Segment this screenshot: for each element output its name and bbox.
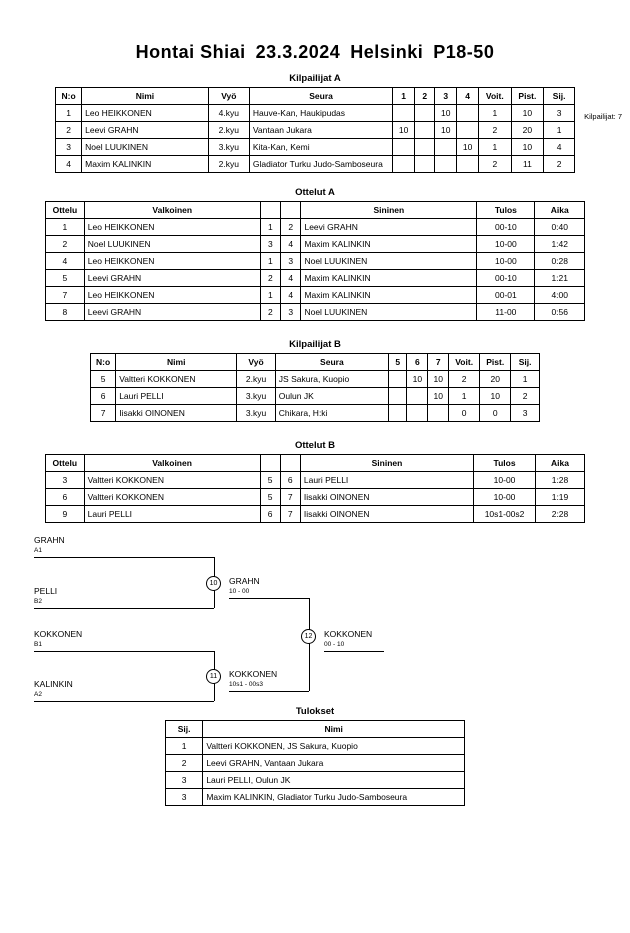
cell-no: 4 [56,156,82,173]
bracket-final-score: 00 - 10 [324,641,345,648]
cell-m5 [388,371,407,388]
results-table-wrap [0,720,630,806]
cell-valkoinen: Noel LUUKINEN [84,236,260,253]
cell-tulos: 10s1-00s2 [474,506,536,523]
section-heading-kilpailijat-b: Kilpailijat B [289,339,341,350]
cell-m4 [457,122,479,139]
cell-valkoinen: Leo HEIKKONEN [84,287,260,304]
cell-sij: 2 [166,755,203,772]
col-pist: Pist. [511,88,544,105]
cell-sininen: Iisakki OINONEN [300,506,473,523]
table-row [56,122,575,139]
col-seura: Seura [249,88,392,105]
col-white-no [260,202,280,219]
cell-aika: 1:42 [535,236,585,253]
bracket-line [229,691,309,692]
cell-sij: 3 [511,405,540,422]
cell-vyo: 2.kyu [208,156,249,173]
cell-aika: 0:56 [535,304,585,321]
cell-valkoinen: Leo HEIKKONEN [84,253,260,270]
cell-aika: 1:28 [535,472,584,489]
cell-m4 [457,105,479,122]
cell-nimi: Valtteri KOKKONEN [116,371,237,388]
cell-sininen: Maxim KALINKIN [301,236,477,253]
col-sij: Sij. [166,721,203,738]
bracket-final-winner-name: KOKKONEN [324,629,373,639]
col-blue-no [281,202,301,219]
cell-no: 3 [56,139,82,156]
table-header-row [46,455,585,472]
col-no: N:o [56,88,82,105]
col-seura: Seura [275,354,388,371]
cell-m7 [428,405,449,422]
cell-aika: 1:21 [535,270,585,287]
cell-m1: 10 [393,122,415,139]
playoff-bracket [0,533,630,698]
cell-white-no: 6 [260,506,280,523]
matches-a-table-wrap [0,201,630,321]
cell-vyo: 4.kyu [208,105,249,122]
table-row [46,304,585,321]
bracket-entry-seed: B2 [34,598,42,605]
section-heading-kilpailijat-a: Kilpailijat A [289,73,341,84]
cell-blue-no: 6 [280,472,300,489]
cell-ottelu: 7 [46,287,85,304]
cell-valkoinen: Lauri PELLI [84,506,260,523]
cell-vyo: 2.kyu [208,122,249,139]
cell-no: 6 [91,388,116,405]
cell-m1 [393,105,415,122]
cell-sininen: Lauri PELLI [300,472,473,489]
pool-a-table-wrap [0,87,630,173]
cell-no: 5 [91,371,116,388]
cell-nimi: Lauri PELLI, Oulun JK [203,772,465,789]
table-row [46,472,585,489]
col-valkoinen: Valkoinen [84,455,260,472]
col-pist: Pist. [480,354,511,371]
col-m6: 6 [407,354,428,371]
cell-seura: Chikara, H:ki [275,405,388,422]
title-date: 23.3.2024 [255,42,341,62]
cell-sij: 3 [166,772,203,789]
cell-white-no: 5 [260,472,280,489]
bracket-line [229,598,309,599]
table-header-row [56,88,575,105]
cell-m1 [393,139,415,156]
cell-tulos: 10-00 [474,472,536,489]
cell-sininen: Maxim KALINKIN [301,287,477,304]
cell-tulos: 10-00 [474,489,536,506]
col-m5: 5 [388,354,407,371]
cell-voit: 1 [449,388,480,405]
table-row [91,371,540,388]
cell-sij: 4 [544,139,575,156]
bracket-line [34,701,214,702]
cell-white-no: 1 [260,253,280,270]
col-sij: Sij. [511,354,540,371]
bracket-line [309,598,310,691]
col-m1: 1 [393,88,415,105]
cell-voit: 1 [479,105,512,122]
cell-blue-no: 4 [281,236,301,253]
col-sininen: Sininen [300,455,473,472]
cell-tulos: 00-01 [477,287,535,304]
col-ottelu: Ottelu [46,455,85,472]
cell-ottelu: 9 [46,506,85,523]
cell-sininen: Iisakki OINONEN [300,489,473,506]
table-row [166,789,465,806]
col-nimi: Nimi [82,88,209,105]
table-row [46,287,585,304]
bracket-match-number: 12 [301,629,316,644]
table-row [46,489,585,506]
title-class: P18-50 [433,42,495,62]
col-vyo: Vyö [237,354,275,371]
col-white-no [260,455,280,472]
cell-sininen: Noel LUUKINEN [301,253,477,270]
cell-sij: 1 [166,738,203,755]
bracket-entry-seed: A1 [34,547,42,554]
cell-blue-no: 4 [281,270,301,287]
bracket-entry-name: GRAHN [34,535,65,545]
cell-nimi: Maxim KALINKIN [82,156,209,173]
cell-pist: 10 [511,105,544,122]
cell-white-no: 1 [260,287,280,304]
col-tulos: Tulos [477,202,535,219]
title-main: Hontai Shiai [135,42,246,62]
cell-sij: 1 [544,122,575,139]
cell-m3: 10 [435,122,457,139]
cell-m2 [415,139,435,156]
cell-aika: 4:00 [535,287,585,304]
col-m4: 4 [457,88,479,105]
table-row [166,772,465,789]
cell-pist: 11 [511,156,544,173]
cell-blue-no: 3 [281,304,301,321]
cell-valkoinen: Valtteri KOKKONEN [84,489,260,506]
bracket-entry-name: PELLI [34,586,58,596]
cell-pist: 20 [511,122,544,139]
cell-pist: 10 [511,139,544,156]
col-voit: Voit. [479,88,512,105]
pool-b-table [90,353,540,422]
bracket-line [324,651,384,652]
pool-a-table [55,87,575,173]
cell-tulos: 11-00 [477,304,535,321]
table-row [91,388,540,405]
cell-m3 [435,139,457,156]
cell-nimi: Iisakki OINONEN [116,405,237,422]
cell-m5 [388,388,407,405]
col-aika: Aika [535,202,585,219]
cell-tulos: 10-00 [477,236,535,253]
cell-pist: 0 [480,405,511,422]
table-row [166,755,465,772]
cell-m5 [388,405,407,422]
cell-valkoinen: Valtteri KOKKONEN [84,472,260,489]
cell-vyo: 3.kyu [208,139,249,156]
cell-voit: 1 [479,139,512,156]
bracket-line [34,557,214,558]
results-table [165,720,465,806]
tournament-sheet [0,42,630,933]
cell-valkoinen: Leevi GRAHN [84,304,260,321]
table-row [46,236,585,253]
col-valkoinen: Valkoinen [84,202,260,219]
cell-no: 2 [56,122,82,139]
pool-b-table-wrap [0,353,630,422]
section-heading-tulokset: Tulokset [295,706,335,717]
cell-seura: Oulun JK [275,388,388,405]
table-row [46,253,585,270]
bracket-entry-name: KALINKIN [34,679,73,689]
bracket-entry-seed: A2 [34,691,42,698]
table-row [46,219,585,236]
cell-white-no: 1 [260,219,280,236]
cell-m2 [415,105,435,122]
cell-sij: 3 [544,105,575,122]
cell-white-no: 2 [260,270,280,287]
cell-tulos: 10-00 [477,253,535,270]
cell-sininen: Noel LUUKINEN [301,304,477,321]
cell-m7: 10 [428,388,449,405]
cell-blue-no: 3 [281,253,301,270]
cell-vyo: 2.kyu [237,371,275,388]
cell-valkoinen: Leo HEIKKONEN [84,219,260,236]
cell-m3: 10 [435,105,457,122]
cell-voit: 2 [479,122,512,139]
cell-vyo: 3.kyu [237,405,275,422]
cell-sininen: Leevi GRAHN [301,219,477,236]
col-vyo: Vyö [208,88,249,105]
bracket-line [34,651,214,652]
matches-b-table [45,454,585,523]
cell-nimi: Leevi GRAHN [82,122,209,139]
cell-ottelu: 2 [46,236,85,253]
cell-ottelu: 6 [46,489,85,506]
cell-nimi: Leo HEIKKONEN [82,105,209,122]
cell-no: 1 [56,105,82,122]
cell-blue-no: 7 [280,506,300,523]
cell-nimi: Noel LUUKINEN [82,139,209,156]
col-no: N:o [91,354,116,371]
cell-nimi: Leevi GRAHN, Vantaan Jukara [203,755,465,772]
title-place: Helsinki [350,42,424,62]
col-voit: Voit. [449,354,480,371]
col-sij: Sij. [544,88,575,105]
cell-no: 7 [91,405,116,422]
cell-valkoinen: Leevi GRAHN [84,270,260,287]
cell-white-no: 5 [260,489,280,506]
cell-pist: 20 [480,371,511,388]
cell-m6 [407,388,428,405]
table-row [166,738,465,755]
cell-tulos: 00-10 [477,270,535,287]
cell-m4 [457,156,479,173]
cell-seura: Kita-Kan, Kemi [249,139,392,156]
cell-white-no: 2 [260,304,280,321]
bracket-match-number: 10 [206,576,221,591]
col-aika: Aika [535,455,584,472]
table-header-row [91,354,540,371]
cell-ottelu: 5 [46,270,85,287]
table-row [46,506,585,523]
table-row [46,270,585,287]
section-heading-ottelut-a: Ottelut A [295,187,335,198]
cell-voit: 2 [479,156,512,173]
cell-voit: 2 [449,371,480,388]
bracket-winner-name: KOKKONEN [229,669,278,679]
cell-sij: 2 [544,156,575,173]
col-m3: 3 [435,88,457,105]
table-row [56,156,575,173]
cell-white-no: 3 [260,236,280,253]
col-ottelu: Ottelu [46,202,85,219]
col-nimi: Nimi [203,721,465,738]
cell-ottelu: 4 [46,253,85,270]
cell-nimi: Maxim KALINKIN, Gladiator Turku Judo-Samboseura [203,789,465,806]
cell-aika: 2:28 [535,506,584,523]
table-row [91,405,540,422]
col-tulos: Tulos [474,455,536,472]
matches-b-table-wrap [0,454,630,523]
cell-seura: JS Sakura, Kuopio [275,371,388,388]
cell-blue-no: 7 [280,489,300,506]
competitors-count: Kilpailijat: 7 [584,112,622,121]
cell-ottelu: 3 [46,472,85,489]
cell-aika: 1:19 [535,489,584,506]
matches-a-table [45,201,585,321]
bracket-entry-name: KOKKONEN [34,629,83,639]
table-header-row [166,721,465,738]
section-heading-ottelut-b: Ottelut B [294,440,336,451]
cell-aika: 0:28 [535,253,585,270]
cell-sij: 3 [166,789,203,806]
cell-nimi: Lauri PELLI [116,388,237,405]
table-row [56,105,575,122]
cell-seura: Vantaan Jukara [249,122,392,139]
cell-m2 [415,122,435,139]
page-title [0,42,630,63]
col-blue-no [280,455,300,472]
cell-sij: 2 [511,388,540,405]
cell-sininen: Maxim KALINKIN [301,270,477,287]
bracket-entry-seed: B1 [34,641,42,648]
cell-blue-no: 4 [281,287,301,304]
cell-sij: 1 [511,371,540,388]
cell-m4: 10 [457,139,479,156]
cell-m3 [435,156,457,173]
cell-vyo: 3.kyu [237,388,275,405]
cell-m1 [393,156,415,173]
bracket-match-number: 11 [206,669,221,684]
bracket-line [34,608,214,609]
cell-ottelu: 8 [46,304,85,321]
cell-m6 [407,405,428,422]
table-header-row [46,202,585,219]
cell-nimi: Valtteri KOKKONEN, JS Sakura, Kuopio [203,738,465,755]
col-m2: 2 [415,88,435,105]
cell-m2 [415,156,435,173]
col-nimi: Nimi [116,354,237,371]
cell-aika: 0:40 [535,219,585,236]
col-sininen: Sininen [301,202,477,219]
bracket-winner-score: 10s1 - 00s3 [229,681,263,688]
cell-m6: 10 [407,371,428,388]
cell-pist: 10 [480,388,511,405]
cell-m7: 10 [428,371,449,388]
cell-seura: Hauve-Kan, Haukipudas [249,105,392,122]
bracket-winner-name: GRAHN [229,576,260,586]
col-m7: 7 [428,354,449,371]
cell-tulos: 00-10 [477,219,535,236]
table-row [56,139,575,156]
cell-ottelu: 1 [46,219,85,236]
cell-blue-no: 2 [281,219,301,236]
cell-voit: 0 [449,405,480,422]
bracket-winner-score: 10 - 00 [229,588,250,595]
cell-seura: Gladiator Turku Judo-Samboseura [249,156,392,173]
